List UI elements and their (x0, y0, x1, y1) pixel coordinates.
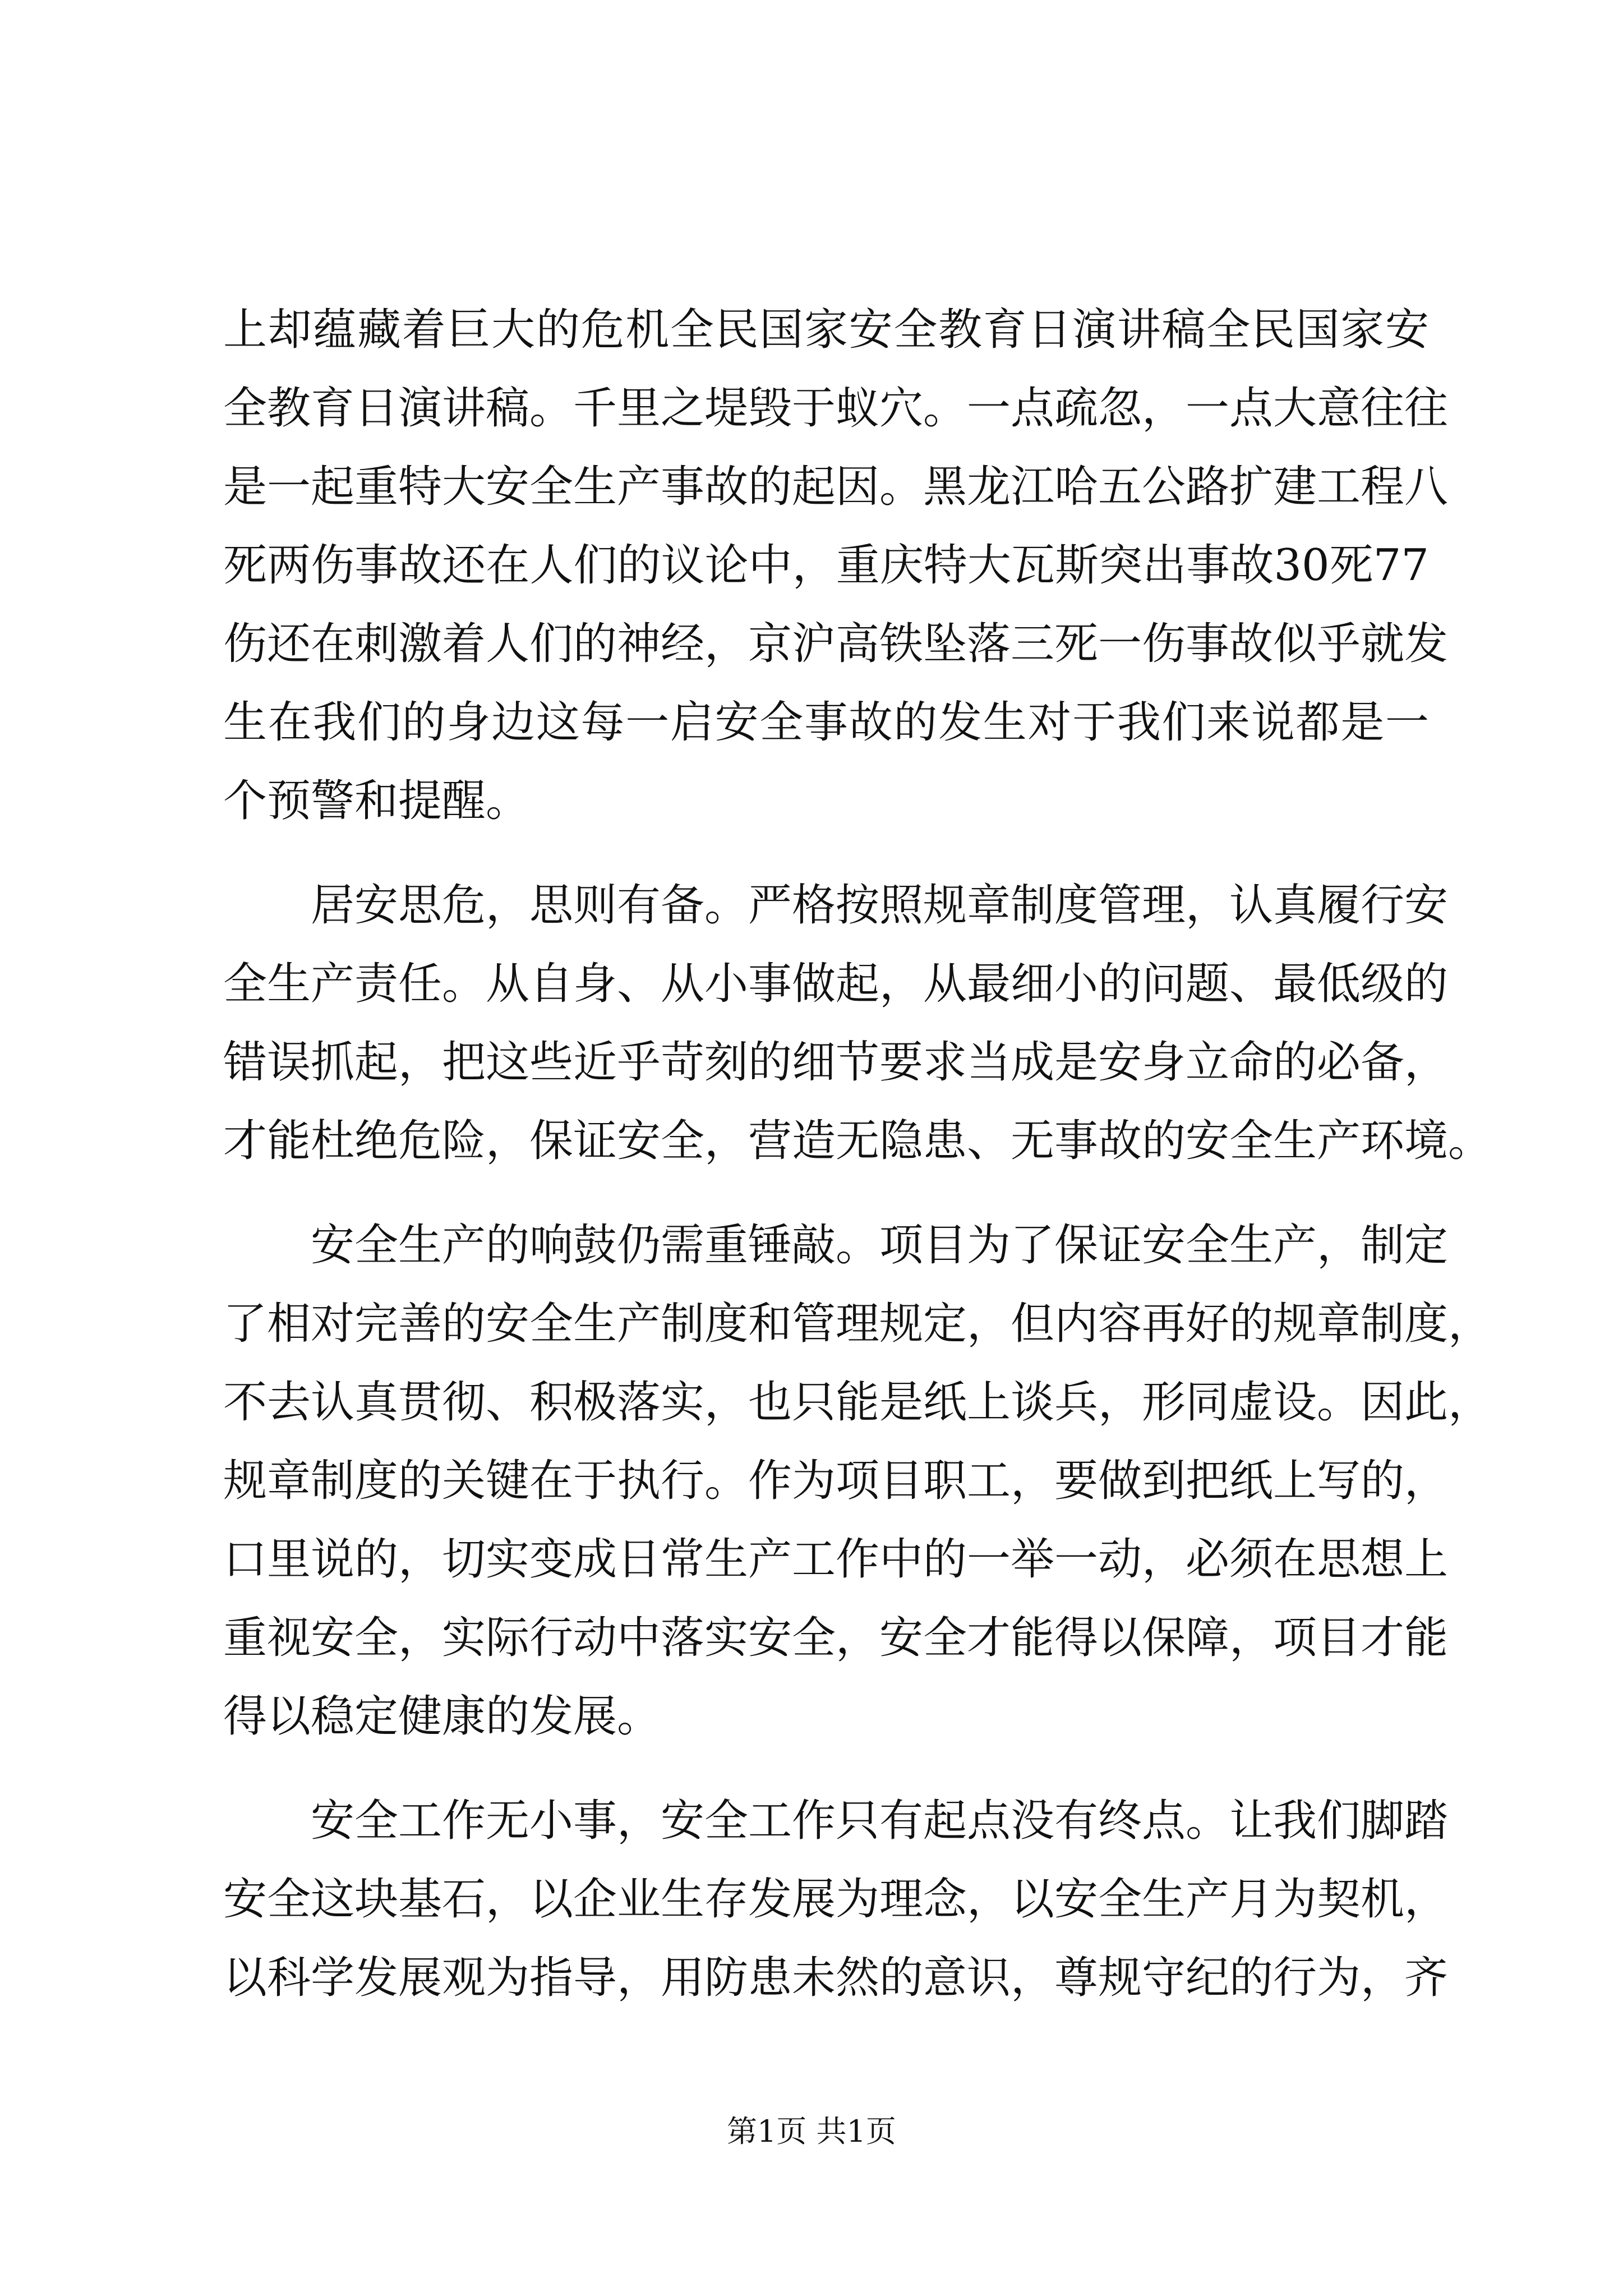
text-line: 错误抓起，把这些近乎苛刻的细节要求当成是安身立命的必备， (223, 1037, 1449, 1088)
page-footer (0, 2112, 1623, 2151)
paragraph-spacer (223, 1180, 1429, 1206)
paragraph-spacer (223, 840, 1429, 866)
text-line: 才能杜绝危险，保证安全，营造无隐患、无事故的安全生产环境。 (223, 1116, 1492, 1166)
text-line: 以科学发展观为指导，用防患未然的意识，尊规守纪的行为，齐 (223, 1953, 1449, 2003)
text-line: 了相对完善的安全生产制度和管理规定，但内容再好的规章制度， (223, 1299, 1492, 1349)
text-line: 生在我们的身边这每一启安全事故的发生对于我们来说都是一 (223, 697, 1429, 748)
text-line: 重视安全，实际行动中落实安全，安全才能得以保障，项目才能 (223, 1613, 1449, 1663)
text-line: 规章制度的关键在于执行。作为项目职工，要做到把纸上写的， (223, 1456, 1449, 1506)
text-line: 口里说的，切实变成日常生产工作中的一举一动，必须在思想上 (223, 1534, 1449, 1585)
text-line: 得以稳定健康的发展。 (223, 1691, 661, 1742)
page-number-label: 第1页 共1页 (727, 2114, 896, 2149)
text-line: 伤还在刺激着人们的神经，京沪高铁坠落三死一伤事故似乎就发 (223, 619, 1449, 669)
text-line: 安全工作无小事，安全工作只有起点没有终点。让我们脚踏 (311, 1796, 1449, 1846)
text-line: 不去认真贯彻、积极落实，也只能是纸上谈兵，形同虚设。因此， (223, 1377, 1492, 1428)
text-line: 上却蕴藏着巨大的危机全民国家安全教育日演讲稿全民国家安 (223, 305, 1429, 355)
text-line: 是一起重特大安全生产事故的起因。黑龙江哈五公路扩建工程八 (223, 462, 1449, 512)
text-line: 全生产责任。从自身、从小事做起，从最细小的问题、最低级的 (223, 959, 1449, 1009)
paragraph-4 (223, 1782, 1449, 2017)
text-line: 居安思危，思则有备。严格按照规章制度管理，认真履行安 (311, 880, 1449, 931)
paragraph-2 (223, 866, 1492, 1180)
text-line: 个预警和提醒。 (223, 776, 530, 826)
document-body (223, 291, 1492, 2017)
text-line: 安全生产的响鼓仍需重锤敲。项目为了保证安全生产，制定 (311, 1220, 1449, 1271)
text-line: 死两伤事故还在人们的议论中，重庆特大瓦斯突出事故30死77 (223, 540, 1429, 591)
text-line: 安全这块基石，以企业生存发展为理念，以安全生产月为契机， (223, 1874, 1449, 1925)
text-line: 全教育日演讲稿。千里之堤毁于蚁穴。一点疏忽，一点大意往往 (223, 383, 1449, 434)
paragraph-1 (223, 291, 1449, 840)
paragraph-3 (223, 1206, 1492, 1756)
paragraph-spacer (223, 1756, 1429, 1782)
